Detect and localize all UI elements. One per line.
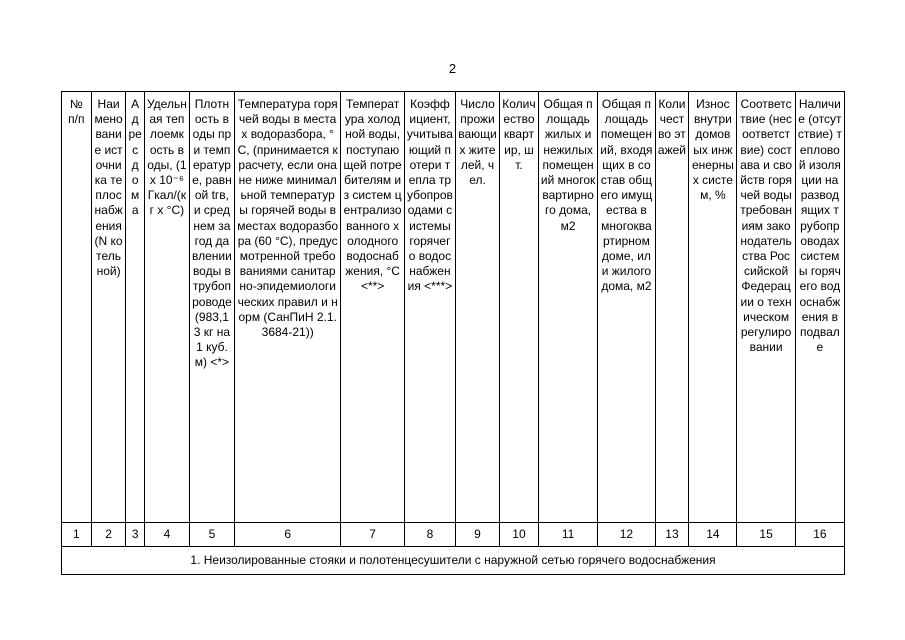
header-cold-temp: Температура холодной воды, поступающей потребителям из систем централизованного холодного водоснабжения, °С <**> <box>341 92 404 523</box>
column-number: 6 <box>234 523 340 547</box>
section-title: 1. Неизолированные стояки и полотенцесушители с наружной сетью горячего водоснабжения <box>62 547 845 575</box>
section-row <box>62 547 845 575</box>
header-insulation: Наличие (отсутствие) тепловой изоляции на разводящих трубопроводах системы горячего водоснабжения в подвале <box>795 92 844 523</box>
header-row <box>62 92 845 523</box>
header-total-area: Общая площадь жилых и нежилых помещений многоквартирного дома, м2 <box>538 92 597 523</box>
header-common-area: Общая площадь помещений, входящих в состав общего имущества в многоквартирном доме, или жилого дома, м2 <box>598 92 655 523</box>
column-number: 11 <box>538 523 597 547</box>
header-source: Наименование источника теплоснабжения (N котельной) <box>91 92 126 523</box>
header-hot-temp: Температура горячей воды в местах водоразбора, °С, (принимается к расчету, если она не ниже минимальной температуры горячей воды в местах водоразбора (60 °С), предусмотренной требованиями санитарно-эпидемиологических правил и норм (СанПиН 2.1.3684-21)) <box>234 92 340 523</box>
column-number: 1 <box>62 523 92 547</box>
header-floors: Количество этажей <box>655 92 689 523</box>
header-heat-capacity: Удельная теплоемкость воды, (1 x 10⁻⁶ Гкал/(кг x °С) <box>144 92 189 523</box>
column-number: 9 <box>456 523 500 547</box>
header-num: № п/п <box>62 92 92 523</box>
column-number: 10 <box>500 523 539 547</box>
header-wear: Износ внутридомовых инженерных систем, % <box>689 92 737 523</box>
column-number: 13 <box>655 523 689 547</box>
column-number: 8 <box>404 523 455 547</box>
column-number: 15 <box>737 523 795 547</box>
column-number: 14 <box>689 523 737 547</box>
column-number: 4 <box>144 523 189 547</box>
column-number: 3 <box>126 523 144 547</box>
header-density: Плотность воды при температуре, равной tгв, и среднем за год давлении воды в трубопроводе (983,13 кг на 1 куб. м) <*> <box>189 92 234 523</box>
header-address: Адрес дома <box>126 92 144 523</box>
header-loss-coef: Коэффициент, учитывающий потери тепла трубопроводами системы горячего водоснабжения <***> <box>404 92 455 523</box>
column-number: 2 <box>91 523 126 547</box>
header-apartments: Количество квартир, шт. <box>500 92 539 523</box>
column-number: 5 <box>189 523 234 547</box>
header-residents: Число проживающих жителей, чел. <box>456 92 500 523</box>
column-number: 12 <box>598 523 655 547</box>
column-number-row <box>62 523 845 547</box>
data-table <box>61 91 845 575</box>
page-number: 2 <box>448 61 457 76</box>
header-compliance: Соответствие (несоответствие) состава и свойств горячей воды требованиям законодательства Российской Федерации о техническом регулировании <box>737 92 795 523</box>
column-number: 16 <box>795 523 844 547</box>
column-number: 7 <box>341 523 404 547</box>
